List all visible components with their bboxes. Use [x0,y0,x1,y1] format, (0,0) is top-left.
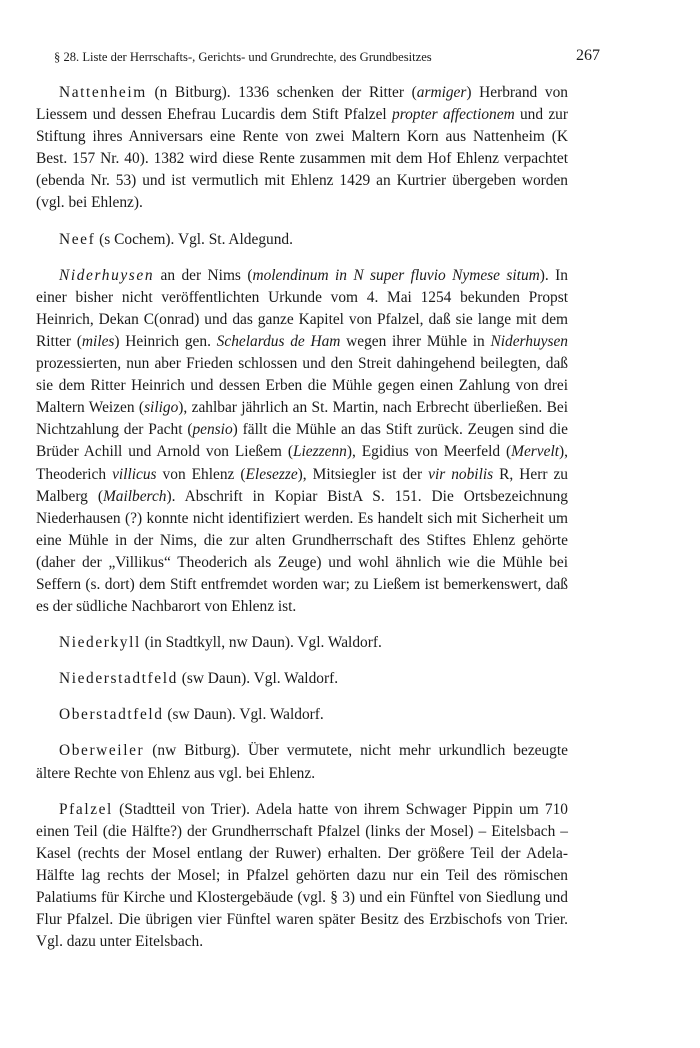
lemma: Nattenheim [59,84,147,101]
entry-oberweiler [36,740,568,784]
entry-pfalzel [36,799,568,954]
lemma: Oberweiler [59,742,145,760]
text-run: (Stadtteil von Trier). Adela hatte von ihrem Schwager Pippin um 710 einen Teil (die Hälfte?) der Grundherrschaft Pfalzel (links der Mosel) – Eitelsbach – Kasel (rechts der Mosel entlang der Ruwer) erhalten. Der größere Teil der Adela-Hälfte lag rechts der Mosel; in Pfalzel gehörten dazu nur ein Teil des römischen Palatiums für Kirche und Klostergebäude (vgl. § 3) und ein Fünftel von Siedlung und Flur Pfalzel. Die übrigen vier Fünftel waren später Besitz des Erzbischofs von Trier. Vgl. dazu unter Eitelsbach. [36,800,568,951]
italic-term: miles [81,332,115,350]
entry-niederkyll [36,632,568,654]
italic-term: Mervelt [511,443,560,461]
text-run: ), Theoderich [36,443,568,483]
page-number: 267 [576,47,600,64]
text-run: ), Egidius von Meerfeld ( [346,443,512,461]
text-run: (in Stadtkyll, nw Daun). Vgl. Waldorf. [140,634,382,652]
entry-text [95,231,293,248]
lemma: Neef [59,230,96,248]
text-run: und zur Stiftung ihres Anniversars eine Rente von zwei Maltern Korn aus Nattenheim (K Best. 157 Nr. 40). 1382 wird diese Rente zusammen mit dem Hof Ehlenz verpachtet (ebenda Nr. 53) und ist vermutlich mit Ehlenz 1429 an Kurtrier übergeben worden (vgl. bei Ehlenz). [36,106,568,212]
italic-term: propter affectionem [392,106,515,124]
italic-term: Mailberch [102,487,167,505]
italic-term: siligo [144,399,179,417]
lemma: Niederkyll [59,634,141,652]
text-run: (n Bitburg). 1336 schenken der Ritter ( [146,84,417,101]
entry-neef [36,229,568,251]
lemma: Niederstadtfeld [59,670,178,688]
italic-term: vir nobilis [428,465,494,483]
entry-text [36,801,568,951]
entry-text [36,84,568,211]
text-run: an der Nims ( [154,266,253,284]
text-run: wegen ihrer Mühle in [340,332,491,350]
text-run: von Ehlenz ( [156,465,246,483]
text-run: R, Herr zu Malberg ( [36,465,568,505]
text-run: ) Herbrand von Liessem und dessen Ehefrau Lucardis dem Stift Pfalzel [36,84,568,124]
entry-text [141,634,382,651]
italic-term: Schelardus de Ham [216,332,341,350]
text-run: ), Mitsiegler ist der [297,465,429,483]
text-run: (nw Bitburg). Über vermutete, nicht mehr urkundlich bezeugte ältere Rechte von Ehlenz aus vgl. bei Ehlenz. [36,742,568,782]
text-run: (s Cochem). Vgl. St. Aldegund. [95,230,293,248]
body-text [36,82,568,967]
lemma: Oberstadtfeld [59,706,164,724]
text-run: (sw Daun). Vgl. Waldorf. [163,706,324,724]
italic-term: molendinum in N super fluvio Nymese situm [252,266,540,284]
text-run: ). Abschrift in Kopiar BistA S. 151. Die Ortsbezeichnung Niederhausen (?) konnte nicht identifiziert werden. Es handelt sich mit Sicherheit um eine Mühle in der Nims, die zur alten Grundherrschaft des Stiftes Ehlenz gehörte (daher der „Villikus“ Theoderich als Zeuge) und wohl ähnlich wie die Mühle bei Seffern (s. dort) dem Stift entfremdet worden war; zu Ließem ist bemerkenswert, daß es der südliche Nachbarort von Ehlenz ist. [36,487,569,616]
entry-oberstadtfeld [36,704,568,726]
entry-niderhuysen [36,265,568,619]
text-run: (sw Daun). Vgl. Waldorf. [177,670,339,688]
lemma: Pfalzel [59,800,113,818]
entry-text [164,706,324,723]
text-run: ) Heinrich gen. [114,332,217,350]
italic-term: armiger [416,84,467,101]
entry-niederstadtfeld [36,668,568,690]
italic-term: Liezzenn [292,443,347,461]
entry-text [36,267,568,615]
entry-text [178,670,338,687]
entry-nattenheim [36,82,568,215]
italic-term: villicus [112,465,157,483]
italic-term: Elesezze [245,465,298,483]
text-run: ) fällt die Mühle an das Stift zurück. Zeugen sind die Brüder Achill und Arnold von Ließem ( [36,421,568,461]
text-run: ). In einer bisher nicht veröffentlichten Urkunde vom 4. Mai 1254 bekunden Propst Heinrich, Dekan C(onrad) und das ganze Kapitel von Pfalzel, daß sie lange mit dem Ritter ( [36,266,568,350]
italic-term: Niderhuysen [490,332,568,350]
text-run: ), zahlbar jährlich an St. Martin, nach Erbrecht überließen. Bei Nichtzahlung der Pacht ( [36,399,568,439]
text-run: prozessierten, nun aber Frieden schlossen und den Streit dahingehend beilegten, daß sie dem Ritter Heinrich und dessen Erben die Mühle gegen einen Zahlung von drei Maltern Weizen ( [36,355,568,417]
lemma: Niderhuysen [59,266,155,284]
italic-term: pensio [192,421,233,439]
running-head: § 28. Liste der Herrschafts-, Gerichts- und Grundrechte, des Grundbesitzes [54,50,432,64]
